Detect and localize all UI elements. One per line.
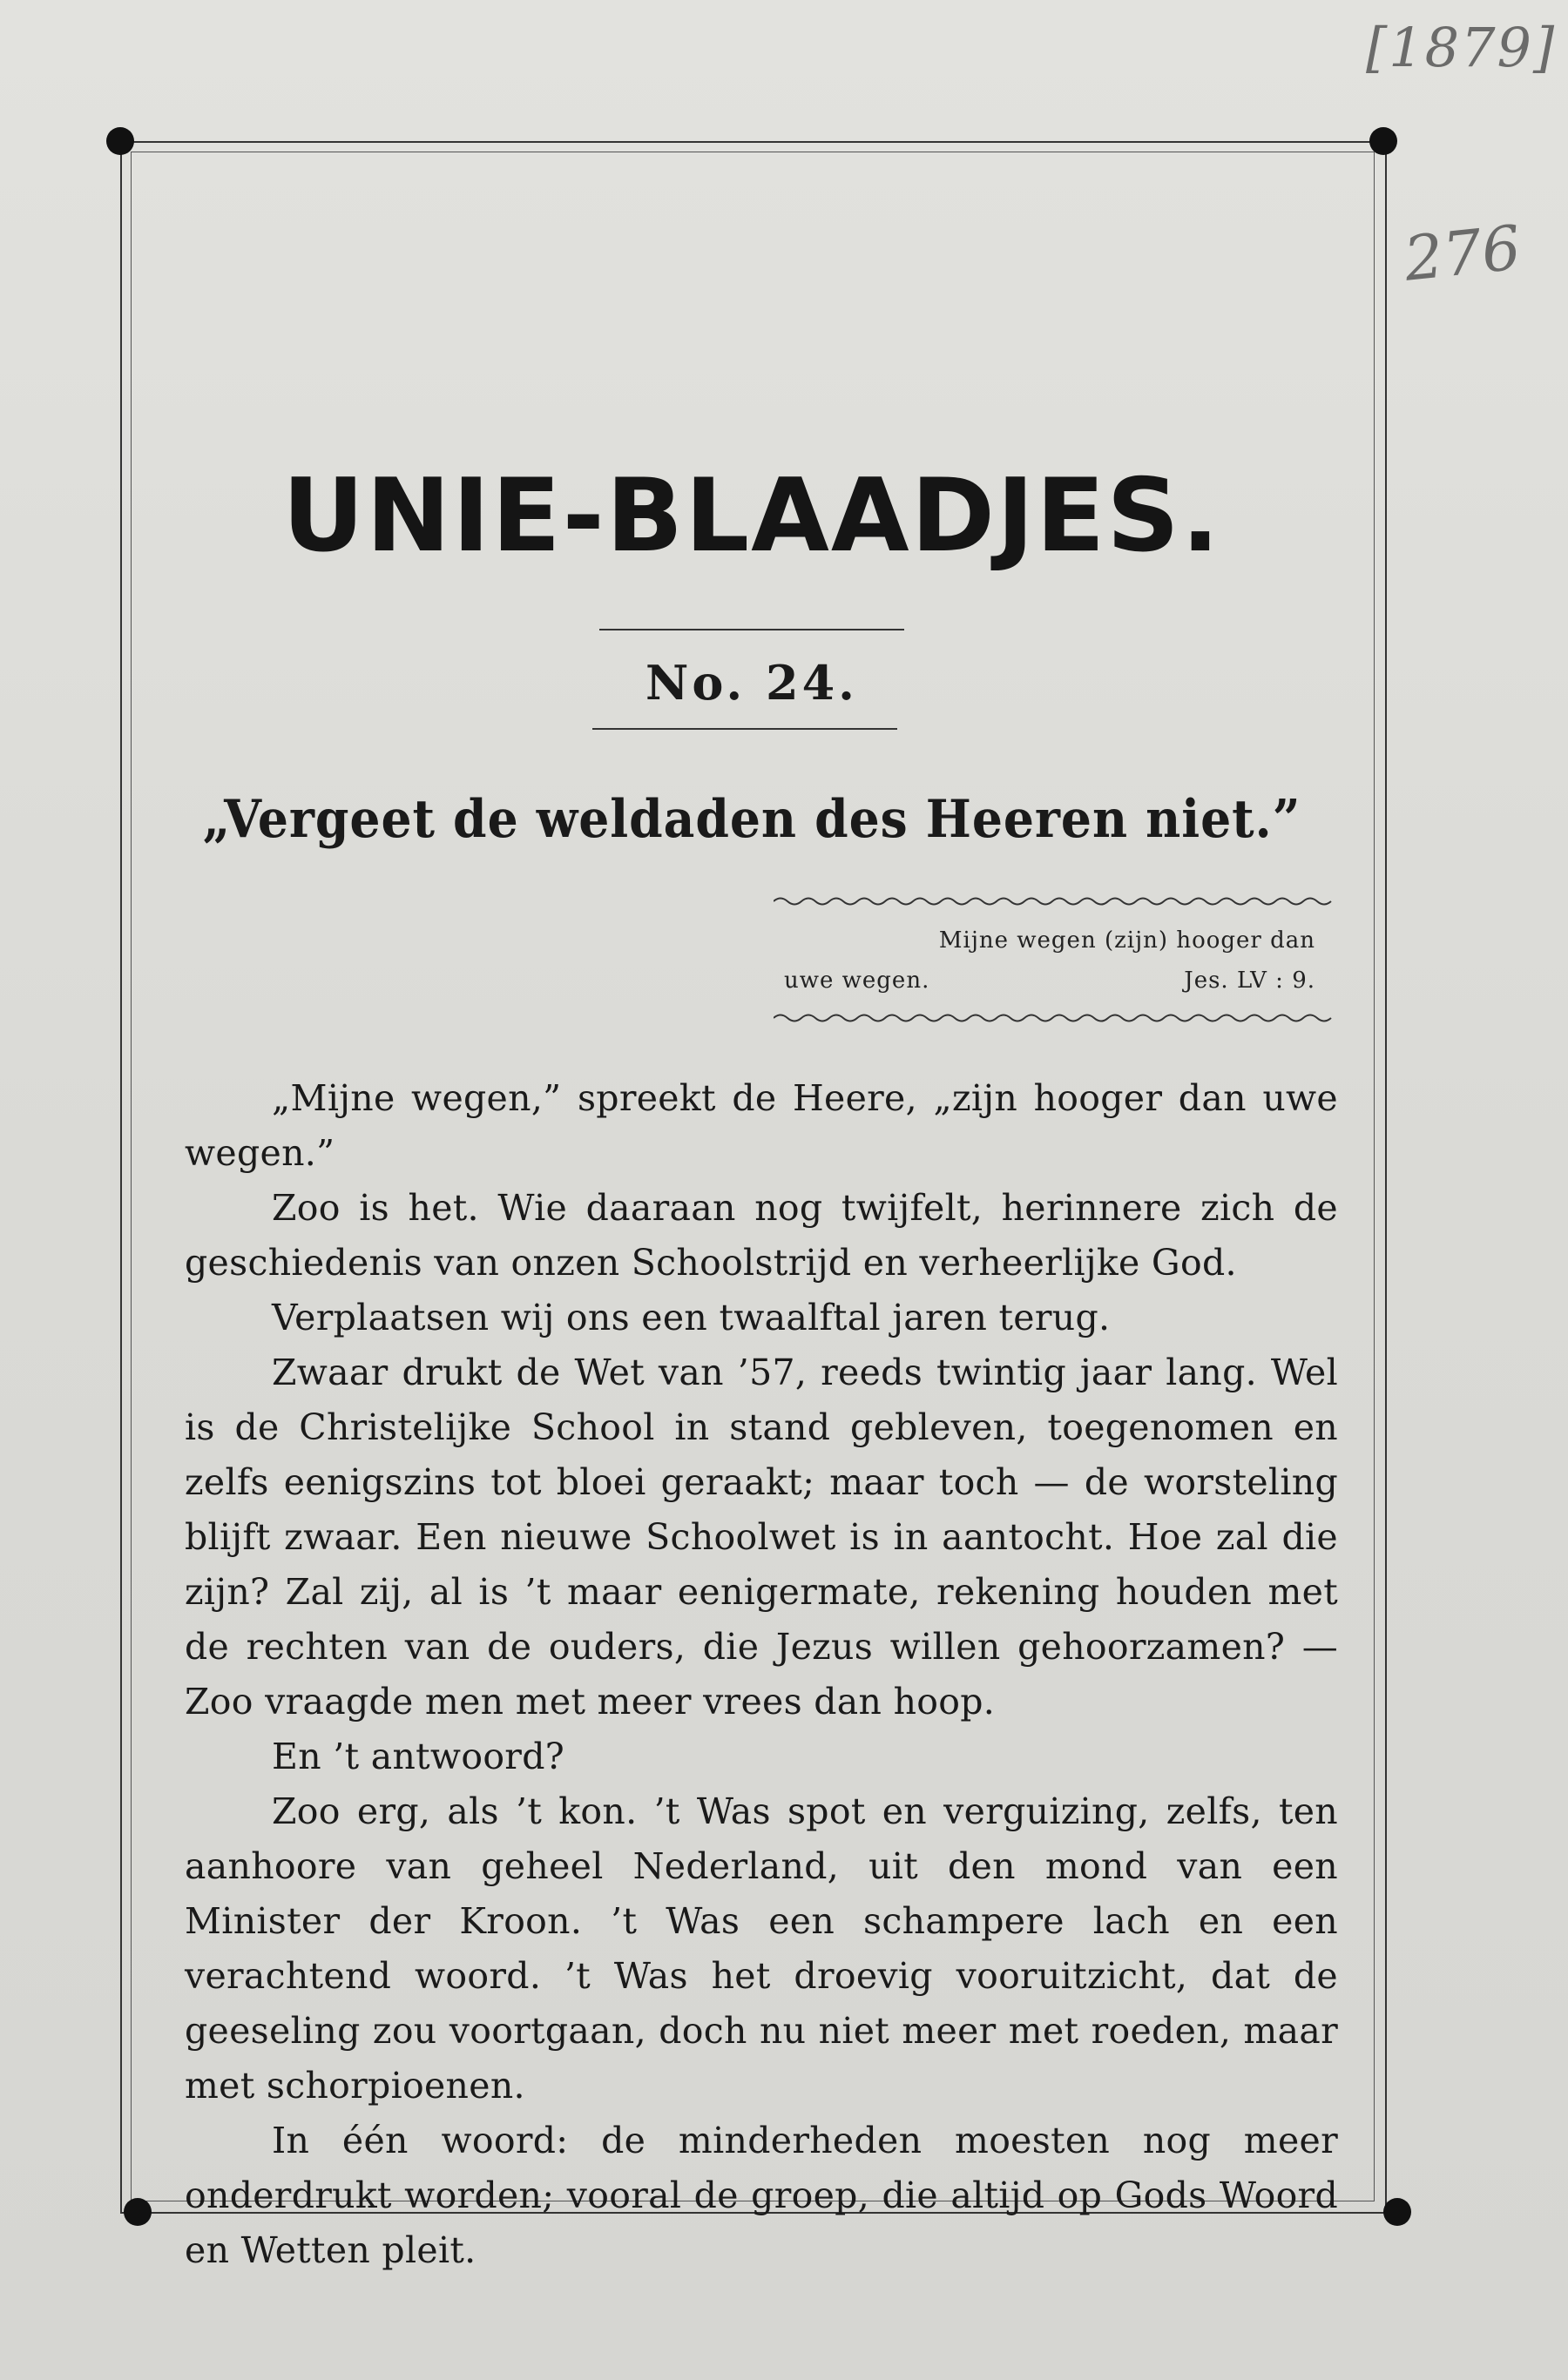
issue-number: No. 24. <box>645 655 858 711</box>
corner-dot-bottom-left <box>124 2198 152 2226</box>
body-paragraph: En ’t antwoord? <box>272 1736 565 1777</box>
article-body <box>185 1071 1338 2278</box>
epigraph-line-2 <box>784 961 1315 1001</box>
body-paragraph: „Mijne wegen,” spreekt de Heere, „zijn hooger dan uwe wegen.” <box>185 1077 1338 1174</box>
corner-dot-top-left <box>106 127 134 155</box>
epigraph <box>784 920 1315 1001</box>
body-paragraph: Verplaatsen wij ons een twaalftal jaren terug. <box>272 1297 1111 1338</box>
body-paragraph: In één woord: de minderheden moesten nog meer onderdrukt worden; vooral de groep, die altijd op Gods Woord en Wetten pleit. <box>185 2120 1338 2271</box>
handwritten-year-note: [1879] <box>1366 16 1557 79</box>
body-paragraph: Zoo erg, als ’t kon. ’t Was spot en verguizing, zelfs, ten aanhoore van geheel Nederland, uit den mond van een Minister der Kroon. ’t Was een schampere lach en een verachtend woord. ’t Was het droevig vooruitzicht, dat de geeseling zou voortgaan, doch nu niet meer met roeden, maar met schorpioenen. <box>185 1790 1338 2107</box>
epigraph-line-1: Mijne wegen (zijn) hooger dan <box>938 927 1315 954</box>
wavy-rule-bottom <box>774 1012 1335 1024</box>
title-rule-top <box>599 629 904 630</box>
publication-title: UNIE-BLAADJES. <box>281 457 1221 575</box>
wavy-rule-top <box>774 895 1335 907</box>
body-paragraph: Zwaar drukt de Wet van ’57, reeds twintig jaar lang. Wel is de Christelijke School in stand gebleven, toegenomen en zelfs eenigszins tot bloei geraakt; maar toch — de worsteling blijft zwaar. Een nieuwe Schoolwet is in aantocht. Hoe zal die zijn? Zal zij, al is ’t maar eenigermate, rekening houden met de rechten van de ouders, die Jezus willen gehoorzamen? — Zoo vraagde men met meer vrees dan hoop. <box>185 1352 1338 1723</box>
corner-dot-bottom-right <box>1383 2198 1411 2226</box>
title-rule-bottom <box>592 728 897 730</box>
epigraph-reference: Jes. LV : 9. <box>1184 968 1315 994</box>
article-title: „Vergeet de weldaden des Heeren niet.” <box>202 789 1301 850</box>
body-paragraph: Zoo is het. Wie daaraan nog twijfelt, herinnere zich de geschiedenis van onzen Schoolstrijd en verheerlijke God. <box>185 1187 1338 1284</box>
epigraph-text-end: uwe wegen. <box>784 968 930 994</box>
corner-dot-top-right <box>1369 127 1397 155</box>
handwritten-page-number: 276 <box>1401 212 1524 295</box>
